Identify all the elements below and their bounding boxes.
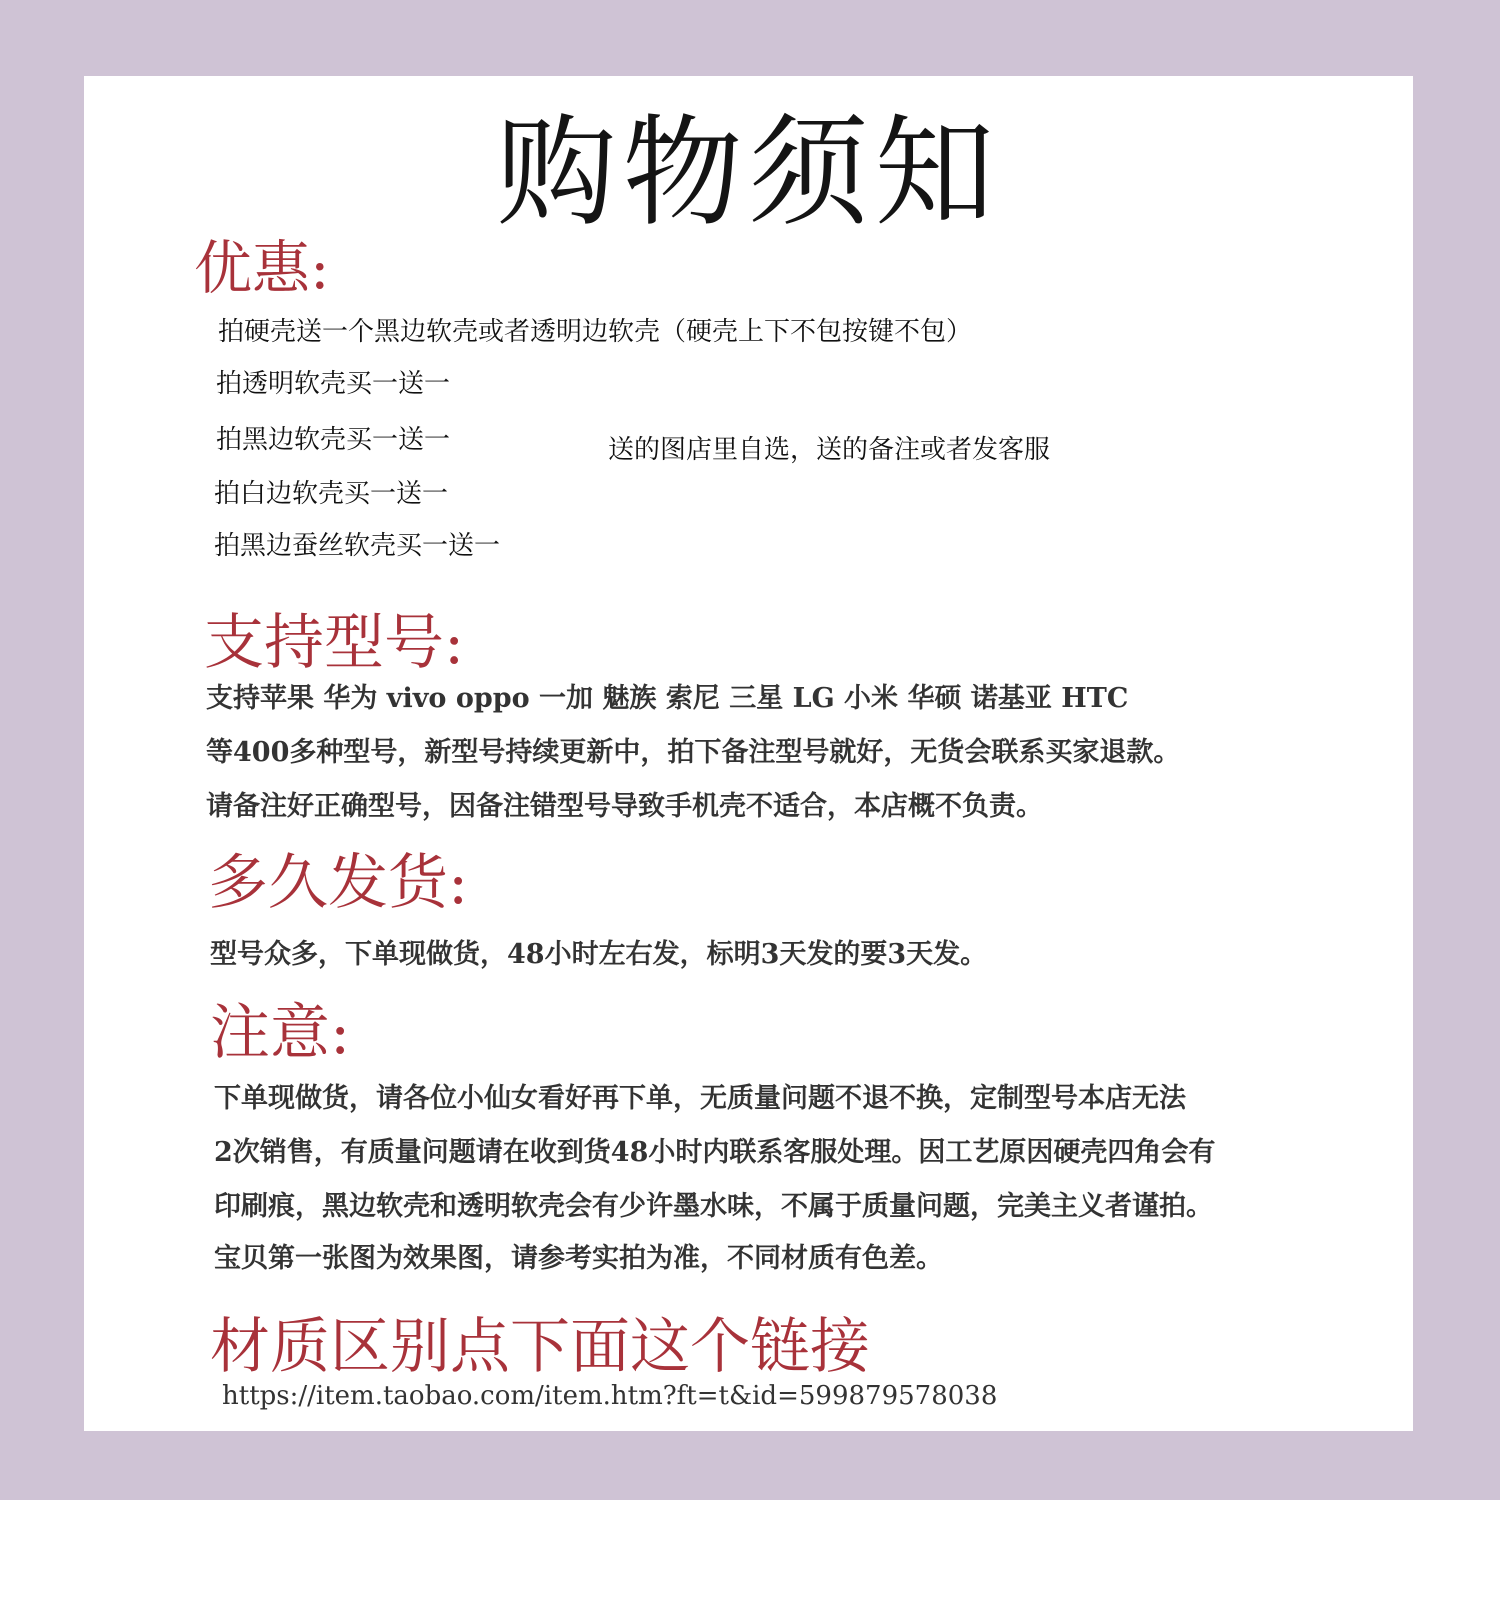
notice-line: 下单现做货，请各位小仙女看好再下单，无质量问题不退不换，定制型号本店无法: [214, 1083, 1186, 1114]
material-link[interactable]: https://item.taobao.com/item.htm?ft=t&id=599879578038: [222, 1381, 998, 1411]
shipping-heading: 多久发货:: [208, 848, 469, 918]
notice-line: 2次销售，有质量问题请在收到货48小时内联系客服处理。因工艺原因硬壳四角会有: [214, 1137, 1216, 1168]
promo-item: 拍黑边蚕丝软壳买一送一: [214, 531, 501, 561]
models-heading: 支持型号:: [204, 608, 465, 678]
models-line: 支持苹果 华为 vivo oppo 一加 魅族 索尼 三星 LG 小米 华硕 诺基亚 HTC: [206, 683, 1129, 714]
models-line: 等400多种型号，新型号持续更新中，拍下备注型号就好，无货会联系买家退款。: [206, 737, 1181, 768]
notice-line: 印刷痕，黑边软壳和透明软壳会有少许墨水味，不属于质量问题，完美主义者谨拍。: [214, 1191, 1213, 1222]
promo-item: 拍硬壳送一个黑边软壳或者透明边软壳（硬壳上下不包按键不包）: [218, 317, 973, 347]
promo-gift-note: 送的图店里自选，送的备注或者发客服: [608, 435, 1051, 465]
promo-item: 拍透明软壳买一送一: [216, 369, 451, 399]
promo-item: 拍白边软壳买一送一: [214, 479, 449, 509]
models-line: 请备注好正确型号，因备注错型号导致手机壳不适合，本店概不负责。: [206, 791, 1043, 822]
notice-line: 宝贝第一张图为效果图，请参考实拍为准，不同材质有色差。: [214, 1243, 943, 1274]
notice-card: [84, 76, 1413, 1431]
shipping-line: 型号众多，下单现做货，48小时左右发，标明3天发的要3天发。: [210, 939, 988, 970]
promo-heading: 优惠:: [194, 234, 330, 302]
promo-item: 拍黑边软壳买一送一: [216, 425, 451, 455]
material-heading: 材质区别点下面这个链接: [210, 1312, 870, 1382]
notice-heading: 注意:: [210, 998, 351, 1068]
page-title: 购物须知: [496, 104, 1001, 243]
